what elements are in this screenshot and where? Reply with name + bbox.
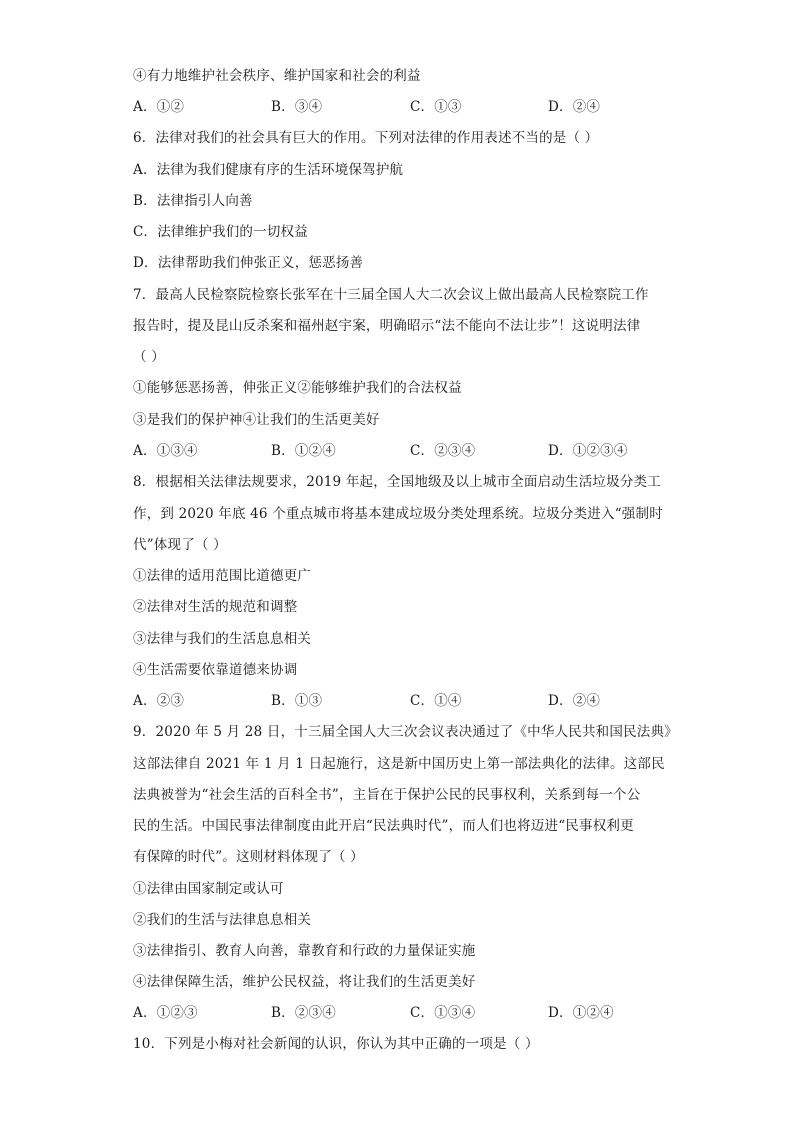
- q7-stem-line-1: 7．最高人民检察院检察长张军在十三届全国人大二次会议上做出最高人民检察院工作: [133, 287, 649, 303]
- q8-statement-1: ①法律的适用范围比道德更广: [133, 568, 312, 584]
- q9-stem-line-4: 民的生活。中国民事法律制度由此开启“民法典时代”，而人们也将迈进“民事权利更: [133, 818, 634, 834]
- q7-option-b: B．①②④: [271, 443, 336, 459]
- q8-option-c: C．①④: [410, 693, 462, 709]
- q5-option-c: C．①③: [410, 99, 462, 115]
- q9-stem-line-2: 这部法律自 2021 年 1 月 1 日起施行，这是新中国历史上第一部法典化的法律。这部民: [133, 756, 665, 772]
- q8-statement-3: ③法律与我们的生活息息相关: [133, 631, 312, 647]
- q8-option-b: B．①③: [271, 693, 323, 709]
- q10-stem: 10．下列是小梅对社会新闻的认识，你认为其中正确的一项是（ ）: [133, 1036, 539, 1052]
- q9-statement-2: ②我们的生活与法律息息相关: [133, 912, 312, 928]
- q7-stem-line-3: （ ）: [133, 349, 165, 365]
- q5-option-a: A．①②: [133, 99, 185, 115]
- q6-option-d: D．法律帮助我们伸张正义，惩恶扬善: [133, 255, 364, 271]
- q7-statements-3-4: ③是我们的保护神④让我们的生活更美好: [133, 412, 380, 428]
- q9-stem-line-3: 法典被誉为“社会生活的百科全书”，主旨在于保护公民的民事权利，关系到每一个公: [133, 787, 641, 803]
- q6-option-b: B．法律指引人向善: [133, 193, 253, 209]
- q9-option-c: C．①③④: [410, 1005, 476, 1021]
- q8-stem-line-1: 8．根据相关法律法规要求，2019 年起，全国地级及以上城市全面启动生活垃圾分类工: [133, 474, 661, 490]
- q7-option-a: A．①③④: [133, 443, 198, 459]
- q9-statement-4: ④法律保障生活，维护公民权益，将让我们的生活更美好: [133, 974, 476, 990]
- q7-option-c: C．②③④: [410, 443, 476, 459]
- q5-option-d: D．②④: [548, 99, 601, 115]
- q9-option-b: B．②③④: [271, 1005, 336, 1021]
- q9-stem-line-5: 有保障的时代”。这则材料体现了（ ）: [133, 849, 364, 865]
- q5-option-b: B．③④: [271, 99, 323, 115]
- q9-option-a: A．①②③: [133, 1005, 198, 1021]
- q9-statement-3: ③法律指引、教育人向善，靠教育和行政的力量保证实施: [133, 943, 476, 959]
- q5-statement-4: ④有力地维护社会秩序、维护国家和社会的利益: [133, 68, 421, 84]
- q9-statement-1: ①法律由国家制定或认可: [133, 881, 284, 897]
- q6-option-a: A．法律为我们健康有序的生活环境保驾护航: [133, 162, 404, 178]
- q9-stem-line-1: 9．2020 年 5 月 28 日，十三届全国人大三次会议表决通过了《中华人民共和国民法典》: [133, 724, 678, 740]
- q9-option-d: D．①②④: [548, 1005, 614, 1021]
- q8-option-d: D．②④: [548, 693, 601, 709]
- q8-stem-line-2: 作，到 2020 年底 46 个重点城市将基本建成垃圾分类处理系统。垃圾分类进入“强制时: [133, 506, 663, 522]
- q7-option-d: D．①②③④: [548, 443, 628, 459]
- q8-statement-4: ④生活需要依靠道德来协调: [133, 662, 298, 678]
- q7-statements-1-2: ①能够惩恶扬善，伸张正义②能够维护我们的合法权益: [133, 380, 462, 396]
- q8-stem-line-3: 代”体现了（ ）: [133, 537, 227, 553]
- q6-stem: 6．法律对我们的社会具有巨大的作用。下列对法律的作用表述不当的是（ ）: [133, 130, 599, 146]
- q8-statement-2: ②法律对生活的规范和调整: [133, 599, 298, 615]
- q8-option-a: A．②③: [133, 693, 185, 709]
- q7-stem-line-2: 报告时，提及昆山反杀案和福州赵宇案，明确昭示“法不能向不法让步”！这说明法律: [133, 318, 641, 334]
- q6-option-c: C．法律维护我们的一切权益: [133, 224, 308, 240]
